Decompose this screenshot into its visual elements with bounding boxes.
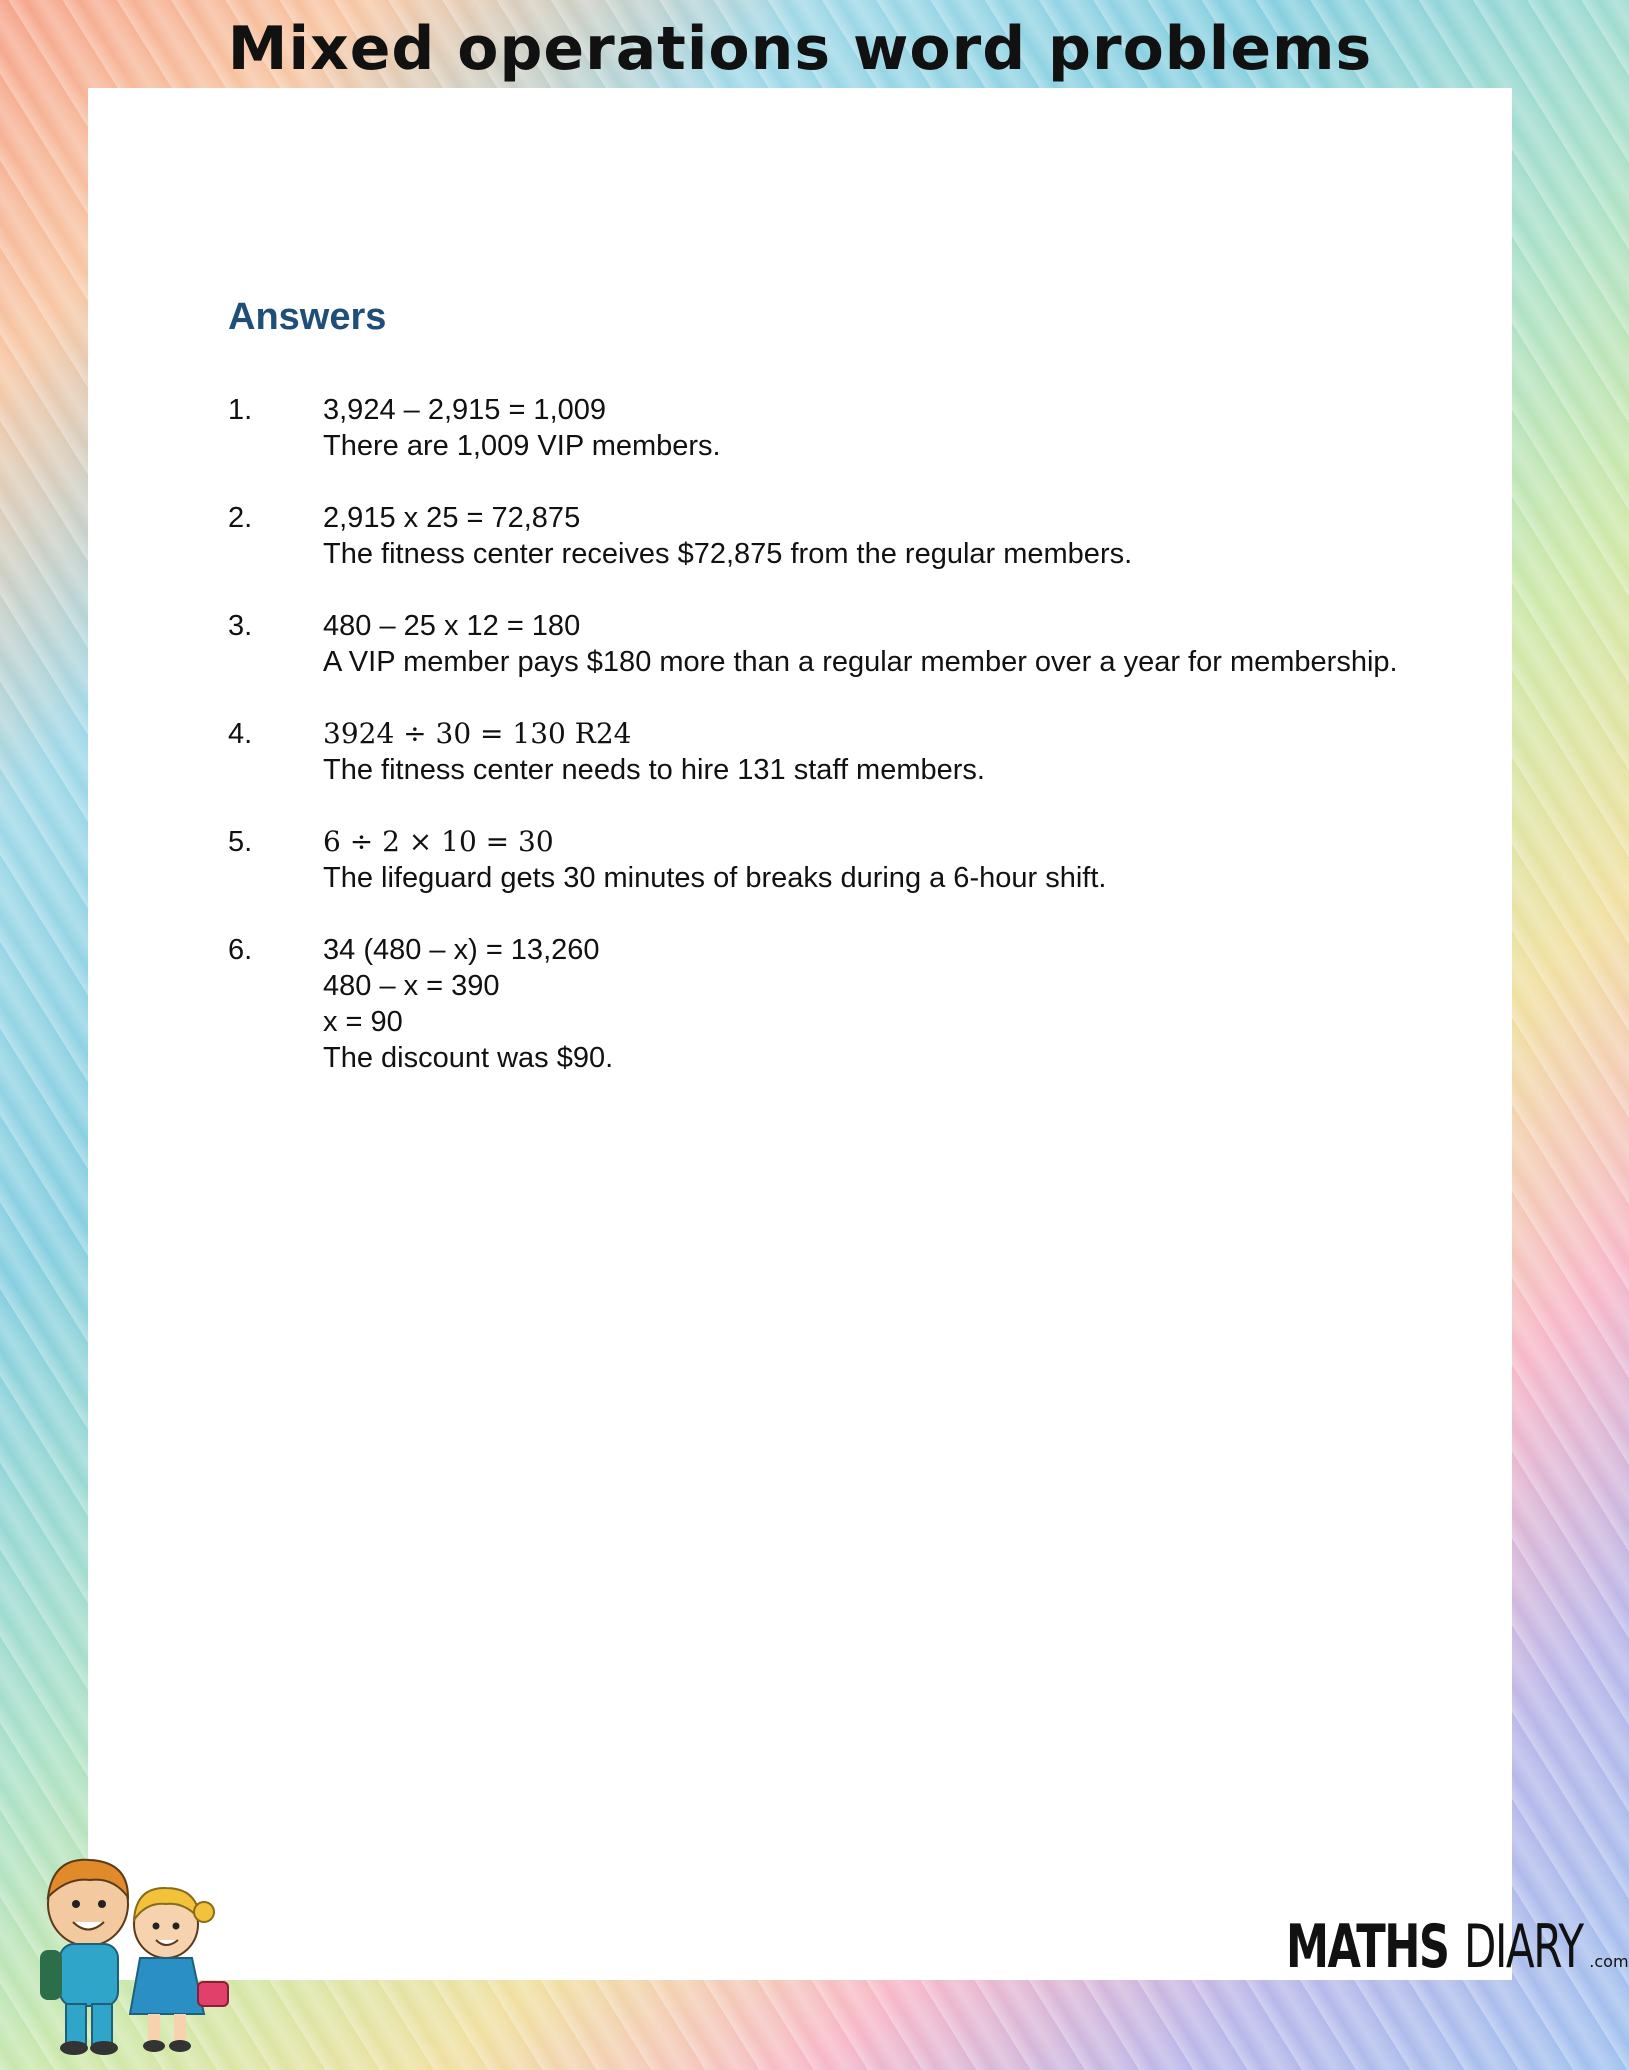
answer-equation: 3,924 – 2,915 = 1,009 xyxy=(323,394,607,426)
answer-sentence: The fitness center receives $72,875 from the regular members. xyxy=(323,538,1133,570)
answer-number: 1. xyxy=(228,394,253,426)
logo-thin-text: DIARY xyxy=(1463,1912,1583,1982)
page-title: Mixed operations word problems xyxy=(227,14,1373,84)
answer-equation: 480 – 25 x 12 = 180 xyxy=(323,610,581,642)
answer-item-4 xyxy=(228,716,1480,788)
answer-sentence: The fitness center needs to hire 131 staff members. xyxy=(323,754,985,786)
answer-item-5 xyxy=(228,824,1480,896)
answer-sentence: A VIP member pays $180 more than a regular member over a year for membership. xyxy=(323,646,1398,678)
logo-bold-text: MATHS xyxy=(1286,1912,1449,1982)
answer-equation: 480 – x = 390 xyxy=(323,970,500,1002)
answer-item-6 xyxy=(228,932,1480,1076)
answer-number: 2. xyxy=(228,502,253,534)
answer-number: 6. xyxy=(228,934,253,966)
answer-equation: 34 (480 – x) = 13,260 xyxy=(323,934,600,966)
answer-number: 3. xyxy=(228,610,253,642)
answer-math-equation: 3924 ÷ 30 = 130 R24 xyxy=(323,717,632,750)
logo-suffix: .com xyxy=(1589,1952,1629,1971)
two-kids-illustration xyxy=(18,1842,238,2062)
answer-item-3 xyxy=(228,608,1480,680)
answer-item-1 xyxy=(228,392,1480,464)
answer-item-2 xyxy=(228,500,1480,572)
answers-list xyxy=(228,392,1480,1112)
answer-sentence: There are 1,009 VIP members. xyxy=(323,430,721,462)
answer-sentence: The lifeguard gets 30 minutes of breaks during a 6-hour shift. xyxy=(323,862,1107,894)
mathsdiary-logo xyxy=(1286,1912,1629,1997)
answer-equation: 2,915 x 25 = 72,875 xyxy=(323,502,581,534)
answer-equation: x = 90 xyxy=(323,1006,403,1038)
answer-number: 4. xyxy=(228,718,253,750)
answers-heading: Answers xyxy=(228,296,387,338)
answer-sentence: The discount was $90. xyxy=(323,1042,614,1074)
answer-number: 5. xyxy=(228,826,253,858)
answer-math-equation: 6 ÷ 2 × 10 = 30 xyxy=(323,825,554,858)
